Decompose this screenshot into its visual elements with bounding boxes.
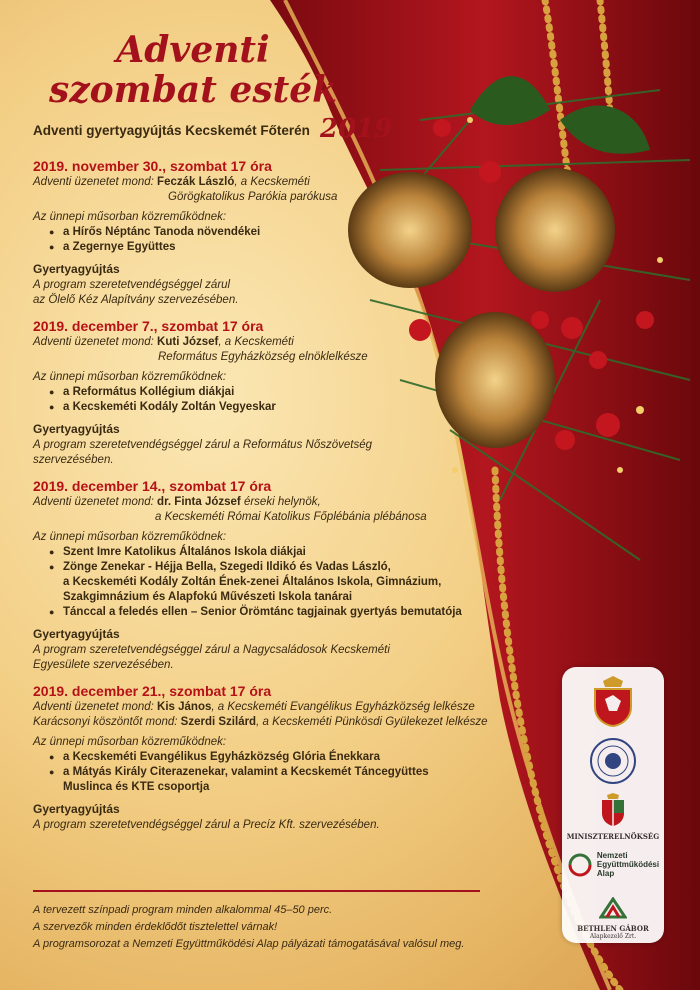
performer-text: a Mátyás Király Citerazenekar, valamint a Kecskemét Táncegyüttes — [63, 766, 429, 778]
speaker-name: Feczák László — [157, 176, 235, 188]
nea-line: Nemzeti — [596, 851, 628, 860]
message-label: Adventi üzenetet mond: — [33, 496, 154, 508]
poster-year: 2019 — [320, 114, 393, 144]
speaker-role: , a Kecskeméti — [218, 336, 294, 348]
performer-item: ● a Református Kollégium diákjai — [33, 385, 488, 400]
performers-label: Az ünnepi műsorban közreműködnek: — [33, 211, 227, 223]
closing-line: szervezésében. — [33, 454, 114, 466]
performer-item: ● a Kecskeméti Kodály Zoltán Vegyeskar — [33, 400, 488, 415]
performers-label: Az ünnepi műsorban közreműködnek: — [33, 736, 227, 748]
greeter-role: , a Kecskeméti Pünkösdi Gyülekezet lelkésze — [256, 716, 488, 728]
event-date: 2019. december 21., szombat 17 óra — [33, 683, 272, 699]
speaker-role: , a Kecskeméti Evangélikus Egyházközség lelkésze — [211, 701, 475, 713]
footer-line: A szervezők minden érdeklődőt tisztelettel várnak! — [33, 921, 278, 933]
closing-line: A program szeretetvendégséggel zárul a Precíz Kft. szervezésében. — [33, 819, 380, 831]
bethlen-gabor-logo — [562, 897, 664, 940]
nea-logo — [562, 851, 664, 878]
nea-emblem-icon — [567, 852, 593, 878]
closing-line: Egyesülete szervezésében. — [33, 659, 174, 671]
event-date: 2019. december 7., szombat 17 óra — [33, 318, 264, 334]
speaker-name: dr. Finta József — [157, 496, 241, 508]
speaker-line — [33, 335, 488, 350]
speaker-role-line: a Kecskeméti Római Katolikus Főplébánia plébánosa — [155, 511, 427, 523]
closing-line: az Ölelő Kéz Alapítvány szervezésében. — [33, 294, 239, 306]
closing-line: A program szeretetvendégséggel zárul a Nagycsaládosok Kecskeméti — [33, 644, 390, 656]
speaker-line — [33, 495, 488, 510]
greeting-label: Karácsonyi köszöntőt mond: — [33, 716, 178, 728]
performer-list — [33, 225, 488, 255]
speaker-name: Kuti József — [157, 336, 219, 348]
performer-list — [33, 750, 488, 795]
nea-line: Együttműködési — [596, 860, 660, 869]
candle-lighting-label: Gyertyagyújtás — [33, 262, 120, 276]
performer-item: ● a Kecskeméti Evangélikus Egyházközség Glória Énekkara — [33, 750, 488, 765]
performer-item — [33, 560, 488, 605]
performer-text: Zönge Zenekar - Héjja Bella, Szegedi Ildikó és Vadas László, — [63, 561, 391, 573]
event-date: 2019. december 14., szombat 17 óra — [33, 478, 272, 494]
performer-text-cont: a Kecskeméti Kodály Zoltán Ének-zenei Általános Iskola, Gimnázium, — [63, 576, 442, 588]
event-list — [33, 158, 488, 843]
event-date: 2019. november 30., szombat 17 óra — [33, 158, 272, 174]
footer-line: A programsorozat a Nemzeti Együttműködési Alap pályázati támogatásával valósul meg. — [33, 938, 465, 950]
bethlen-name: BETHLEN GÁBOR — [577, 924, 649, 933]
performer-list — [33, 385, 488, 415]
footer-divider — [33, 890, 480, 892]
performer-item: ● Tánccal a feledés ellen – Senior Örömtánc tagjainak gyertyás bemutatója — [33, 605, 488, 620]
ministry-logo — [562, 793, 664, 841]
nea-line: Alap — [596, 869, 615, 878]
footer-notes — [33, 902, 513, 953]
ministry-name: MINISZTERELNÖKSÉG — [566, 832, 660, 841]
speaker-role-line: Görögkatolikus Parókia parókusa — [168, 191, 338, 203]
footer-line: A tervezett színpadi program minden alkalommal 45–50 perc. — [33, 904, 333, 916]
speaker-role: érseki helynök, — [240, 496, 321, 508]
performer-item: ● Szent Imre Katolikus Általános Iskola diákjai — [33, 545, 488, 560]
message-label: Adventi üzenetet mond: — [33, 176, 154, 188]
title-line-1: Adventi — [116, 29, 270, 71]
event-item — [33, 683, 488, 833]
nea-name — [597, 851, 659, 878]
speaker-line — [33, 700, 488, 715]
greeter-name: Szerdi Szilárd — [180, 716, 257, 728]
message-label: Adventi üzenetet mond: — [33, 336, 154, 348]
pine-cone — [495, 168, 615, 292]
performers-label: Az ünnepi műsorban közreműködnek: — [33, 531, 227, 543]
bethlen-emblem-icon — [599, 897, 627, 919]
foundation-seal-icon — [562, 737, 664, 790]
hungarian-coat-of-arms-icon — [599, 793, 627, 827]
event-item — [33, 478, 488, 673]
sponsor-logos — [562, 667, 664, 943]
closing-line: A program szeretetvendégséggel zárul — [33, 279, 231, 291]
speaker-role: , a Kecskeméti — [234, 176, 310, 188]
kecskemet-coat-of-arms-icon — [562, 675, 664, 732]
performer-item: ● a Zegernye Együttes — [33, 240, 488, 255]
performer-item — [33, 765, 488, 795]
speaker-role-line: Református Egyházközség elnöklelkésze — [158, 351, 368, 363]
performer-item: ● a Hírős Néptánc Tanoda növendékei — [33, 225, 488, 240]
event-item — [33, 158, 488, 308]
message-label: Adventi üzenetet mond: — [33, 701, 154, 713]
performer-text-cont: Muslinca és KTE csoportja — [63, 781, 210, 793]
closing-line: A program szeretetvendégséggel zárul a Református Nőszövetség — [33, 439, 372, 451]
greeting-line — [33, 715, 488, 730]
bethlen-subtitle: Alapkezelő Zrt. — [589, 933, 637, 940]
event-item — [33, 318, 488, 468]
candle-lighting-label: Gyertyagyújtás — [33, 422, 120, 436]
performer-text-cont: Szakgimnázium és Alapfokú Művészeti Iskola tanárai — [63, 591, 353, 603]
title-line-2: szombat esték — [48, 69, 338, 111]
speaker-name: Kis János — [157, 701, 212, 713]
poster-subtitle: Adventi gyertyagyújtás Kecskemét Főterén — [33, 123, 310, 138]
speaker-line — [33, 175, 488, 190]
candle-lighting-label: Gyertyagyújtás — [33, 627, 120, 641]
poster-title — [28, 30, 358, 110]
performers-label: Az ünnepi műsorban közreműködnek: — [33, 371, 227, 383]
candle-lighting-label: Gyertyagyújtás — [33, 802, 120, 816]
performer-list — [33, 545, 488, 620]
